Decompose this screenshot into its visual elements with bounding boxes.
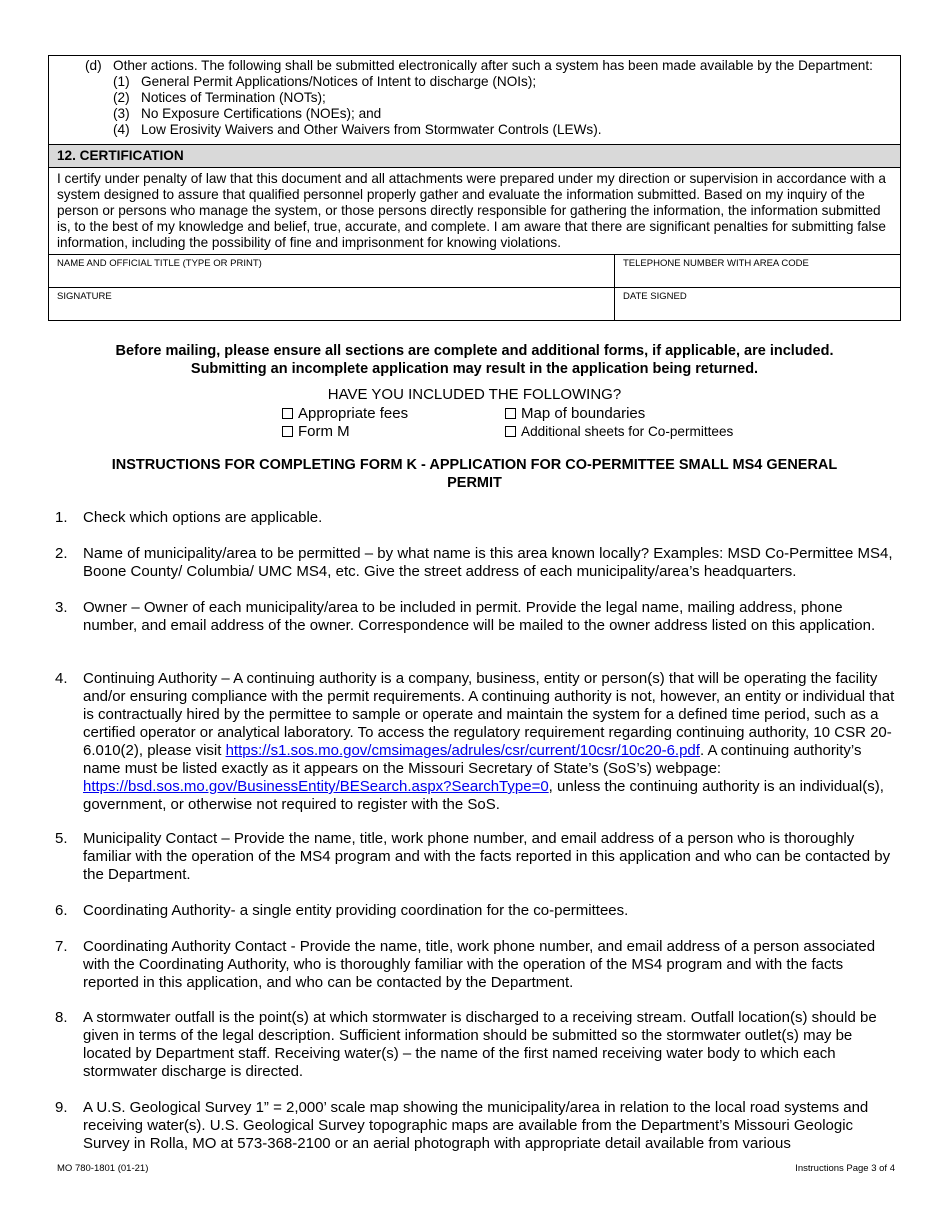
checklist-title: HAVE YOU INCLUDED THE FOLLOWING? (327, 386, 622, 403)
other-actions-block (49, 56, 900, 144)
instruction-text: Municipality Contact – Provide the name, title, work phone number, and email address of a person who is thoroughly familiar with the operation of the MS4 program and with the facts reported in this application and who can be contacted by the Department. (83, 830, 891, 883)
instruction-item (55, 902, 900, 920)
page-number: Instructions Page 3 of 4 (795, 1163, 895, 1174)
checkbox-box[interactable] (505, 426, 516, 437)
other-actions-item-num: (1) (113, 74, 130, 89)
date-signed-label: DATE SIGNED (623, 291, 687, 302)
instruction-text-part: , unless the continuing authority is an individual(s), government, or otherwise not required to register with the SoS. (83, 778, 884, 813)
other-actions-item (85, 74, 890, 90)
instruction-item (55, 599, 900, 635)
checkbox-box[interactable] (282, 426, 293, 437)
other-actions-item (85, 106, 890, 122)
name-phone-row (49, 254, 900, 287)
mailing-warning-line2: Submitting an incomplete application may result in the application being returned. (190, 361, 759, 377)
instruction-text: A stormwater outfall is the point(s) at which stormwater is discharged to a receiving stream. Outfall location(s) should be given in terms of the legal description. Sufficient information should be submitted so the stormwater outlet(s) may be located by Department staff. Receiving water(s) – the name of the first named receiving water body to which each stormwater discharge is directed. (83, 1009, 877, 1080)
checkbox-label: Appropriate fees (298, 405, 409, 422)
other-actions-letter: (d) (85, 58, 102, 73)
name-title-field[interactable] (49, 255, 615, 287)
other-actions-item (85, 122, 890, 138)
other-actions-item-text: Notices of Termination (NOTs); (141, 90, 326, 105)
other-actions-item-num: (3) (113, 106, 130, 121)
instruction-number: 6. (55, 902, 68, 919)
instruction-number: 3. (55, 599, 68, 616)
date-signed-field[interactable] (615, 288, 900, 320)
instruction-text (83, 670, 900, 814)
instruction-text-part: Continuing Authority – A continuing authority is a company, business, entity or person(s) that will be operating the facility and/or ensuring compliance with the permit requirements. A continuing authority is not, however, an entity or individual that is contractually hired by the permittee to sample or operate and maintain the system for a defined time period, such as a certified operator or analytical laboratory. To access the regulatory requirement regarding continuing authority, 10 CSR 20-6.010(2), please visit (83, 670, 895, 759)
signature-date-row (49, 287, 900, 320)
other-actions-item-num: (2) (113, 90, 130, 105)
instruction-item (55, 1009, 900, 1081)
mailing-warning (48, 342, 901, 378)
instructions-title-line1: INSTRUCTIONS FOR COMPLETING FORM K - APPLICATION FOR CO-PERMITTEE SMALL MS4 GENERAL (111, 457, 838, 473)
checkbox-form-m[interactable] (282, 423, 350, 440)
instruction-number: 4. (55, 670, 68, 687)
instruction-item (55, 830, 900, 884)
instruction-text: Coordinating Authority Contact - Provide the name, title, work phone number, and email address of a person associated with the Coordinating Authority, who is thoroughly familiar with the operation of the MS4 program and with the facts reported in this application, and who can be contacted by the Department. (83, 938, 876, 991)
instruction-item (55, 938, 900, 992)
checkbox-appropriate-fees[interactable] (282, 405, 408, 422)
certification-heading: 12. CERTIFICATION (49, 144, 900, 168)
instruction-number: 9. (55, 1099, 68, 1116)
instruction-number: 8. (55, 1009, 68, 1026)
csr-regulation-link[interactable]: https://s1.sos.mo.gov/cmsimages/adrules/csr/current/10csr/10c20-6.pdf (225, 742, 700, 759)
sos-business-search-link[interactable]: https://bsd.sos.mo.gov/BusinessEntity/BESearch.aspx?SearchType=0 (83, 778, 549, 795)
certification-text: I certify under penalty of law that this document and all attachments were prepared under my direction or supervision in accordance with a system designed to assure that qualified personnel properly gather and evaluate the information submitted. Based on my inquiry of the person or persons who manage the system, or those persons directly responsible for gathering the information, the information submitted is, to the best of my knowledge and belief, true, accurate, and complete. I am aware that there are significant penalties for submitting false information, including the possibility of fine and imprisonment for knowing violations. (57, 171, 886, 250)
instruction-text: Check which options are applicable. (83, 509, 323, 526)
checkbox-box[interactable] (505, 408, 516, 419)
instruction-number: 2. (55, 545, 68, 562)
checkbox-additional-sheets[interactable] (505, 424, 733, 439)
instruction-text: Coordinating Authority- a single entity providing coordination for the co-permittees. (83, 902, 629, 919)
instruction-text-part: . A continuing authority’s name must be listed exactly as it appears on the Missouri Secretary of State’s (SoS’s) webpage: (83, 742, 862, 777)
signature-label: SIGNATURE (57, 291, 112, 302)
instruction-number: 1. (55, 509, 68, 526)
checkbox-label: Additional sheets for Co-permittees (521, 424, 734, 439)
other-actions-item (85, 90, 890, 106)
signature-field[interactable] (49, 288, 615, 320)
checkbox-map-of-boundaries[interactable] (505, 405, 645, 422)
other-actions-text: Other actions. The following shall be submitted electronically after such a system has been made available by the Department: (113, 58, 873, 73)
instruction-text: Name of municipality/area to be permitted – by what name is this area known locally? Examples: MSD Co-Permittee MS4, Boone County/ Columbia/ UMC MS4, etc. Give the street address of each municipality/area’s headquarters. (83, 545, 893, 580)
other-actions-item-text: General Permit Applications/Notices of Intent to discharge (NOIs); (141, 74, 537, 89)
form-number: MO 780-1801 (01-21) (57, 1163, 149, 1174)
other-actions-item-text: Low Erosivity Waivers and Other Waivers from Stormwater Controls (LEWs). (141, 122, 602, 137)
checkbox-label: Form M (298, 423, 350, 440)
mailing-warning-line1: Before mailing, please ensure all sections are complete and additional forms, if applicable, are included. (115, 343, 834, 359)
other-actions-item-num: (4) (113, 122, 130, 137)
other-actions-item-text: No Exposure Certifications (NOEs); and (141, 106, 382, 121)
form-section-box (48, 55, 901, 321)
instruction-item (55, 1099, 900, 1153)
other-actions-intro (85, 58, 890, 74)
instruction-text: A U.S. Geological Survey 1” = 2,000’ scale map showing the municipality/area in relation to the local road systems and receiving water(s). U.S. Geological Survey topographic maps are available from the Department’s Missouri Geologic Survey in Rolla, MO at 573-368-2100 or an aerial photograph with appropriate detail available from various (83, 1099, 869, 1152)
instructions-title (48, 456, 901, 492)
instruction-item (55, 545, 900, 581)
instruction-text: Owner – Owner of each municipality/area to be included in permit. Provide the legal name, mailing address, phone number, and email address of the owner. Correspondence will be mailed to the owner address listed on this application. (83, 599, 876, 634)
instruction-item (55, 670, 900, 814)
telephone-label: TELEPHONE NUMBER WITH AREA CODE (623, 258, 809, 269)
instruction-number: 5. (55, 830, 68, 847)
checkbox-box[interactable] (282, 408, 293, 419)
instruction-item (55, 509, 900, 527)
instructions-title-line2: PERMIT (447, 475, 502, 491)
telephone-field[interactable] (615, 255, 900, 287)
name-title-label: NAME AND OFFICIAL TITLE (TYPE OR PRINT) (57, 258, 262, 269)
instruction-number: 7. (55, 938, 68, 955)
checkbox-label: Map of boundaries (521, 405, 646, 422)
